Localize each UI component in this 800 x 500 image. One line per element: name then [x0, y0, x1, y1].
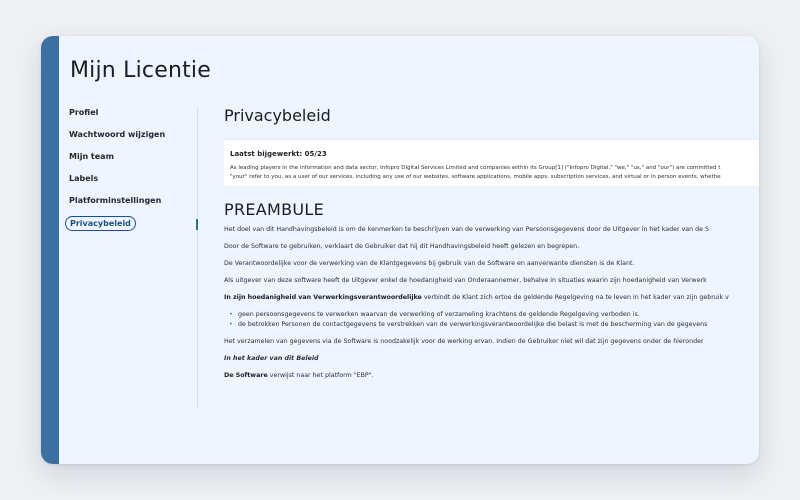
list-item-text: de betrokken Personen de contactgegevens te verstrekken van de verwerkingsverantwoordelijke die belast is met de bescherming van de gegevens — [238, 321, 708, 328]
intro-line: As leading players in the information and data sector, Infopro Digital Services Limited and companies within its Group[1] ("Infopro Digital," "we," "us," and "our") are committed t — [230, 165, 721, 171]
nav-item-platforminstellingen[interactable] — [69, 194, 209, 216]
content-area — [224, 106, 759, 464]
nav-item-label: Mijn team — [69, 152, 114, 161]
nav-item-labels[interactable] — [69, 172, 209, 194]
paragraph — [224, 372, 759, 380]
nav-item-label: Privacybeleid — [65, 216, 136, 231]
policy-body — [224, 226, 759, 389]
nav-item-mijn-team[interactable] — [69, 150, 209, 172]
nav-item-label: Platforminstellingen — [69, 196, 162, 205]
intro-line: "your" refer to you, as a user of our services, including any use of our websites, software applications, mobile apps, subscription services, and virtual or in person events, whethe — [230, 174, 721, 180]
paragraph: De Verantwoordelijke voor de verwerking van de Klantgegevens bij gebruik van de Software en aanverwante diensten is de Klant. — [224, 260, 635, 267]
last-updated-card — [224, 140, 759, 186]
nav-item-label: Wachtwoord wijzigen — [69, 130, 166, 139]
nav-item-wachtwoord-wijzigen[interactable] — [69, 128, 209, 150]
list-item — [224, 321, 759, 329]
active-nav-indicator — [196, 219, 198, 230]
paragraph-text: verwijst naar het platform "EBP". — [267, 372, 374, 379]
intro-text — [230, 164, 759, 182]
preamble-heading: PREAMBULE — [224, 200, 325, 219]
last-updated-label: Laatst bijgewerkt: 05/23 — [230, 150, 327, 158]
bold-term: In zijn hoedanigheid van Verwerkingsverantwoordelijke — [224, 294, 422, 301]
paragraph: Het verzamelen van gegevens via de Software is noodzakelijk voor de werking ervan. Indien de Gebruiker niet wil dat zijn gegevens onder de hieronder — [224, 338, 704, 345]
bold-term: De Software — [224, 372, 268, 379]
section-title: Privacybeleid — [224, 106, 331, 125]
bullet-list — [224, 311, 759, 329]
paragraph: Het doel van dit Handhavingsbeleid is om de kenmerken te beschrijven van de verwerking van Persoonsgegevens door de Uitgever in het kader van de S — [224, 226, 710, 233]
paragraph: Door de Software te gebruiken, verklaart de Gebruiker dat hij dit Handhavingsbeleid heeft gelezen en begrepen. — [224, 243, 580, 250]
paragraph — [224, 294, 759, 302]
paragraph: Als uitgever van deze software heeft de Uitgever enkel de hoedanigheid van Onderaannemer, behalve in situaties waarin zijn hoedanigheid van Verwerk — [224, 277, 707, 284]
nav-item-label: Profiel — [69, 108, 99, 117]
accent-sidebar-strip — [41, 36, 59, 464]
license-window — [41, 36, 759, 464]
list-item — [224, 311, 759, 319]
nav-divider — [197, 108, 198, 408]
bullet-icon: • — [229, 321, 233, 328]
settings-nav — [69, 106, 209, 238]
emphasis-heading: In het kader van dit Beleid — [224, 355, 319, 362]
bullet-icon: • — [229, 311, 233, 318]
nav-item-privacybeleid[interactable] — [69, 216, 209, 238]
nav-item-label: Labels — [69, 174, 99, 183]
nav-item-profiel[interactable] — [69, 106, 209, 128]
paragraph-text: verbindt de Klant zich ertoe de geldende Regelgeving na te leven in het kader van zijn gebruik v — [421, 294, 729, 301]
list-item-text: geen persoonsgegevens te verwerken waarvan de verwerking of verzameling krachtens de geldende Regelgeving verboden is. — [238, 311, 640, 318]
page-title: Mijn Licentie — [70, 58, 211, 83]
